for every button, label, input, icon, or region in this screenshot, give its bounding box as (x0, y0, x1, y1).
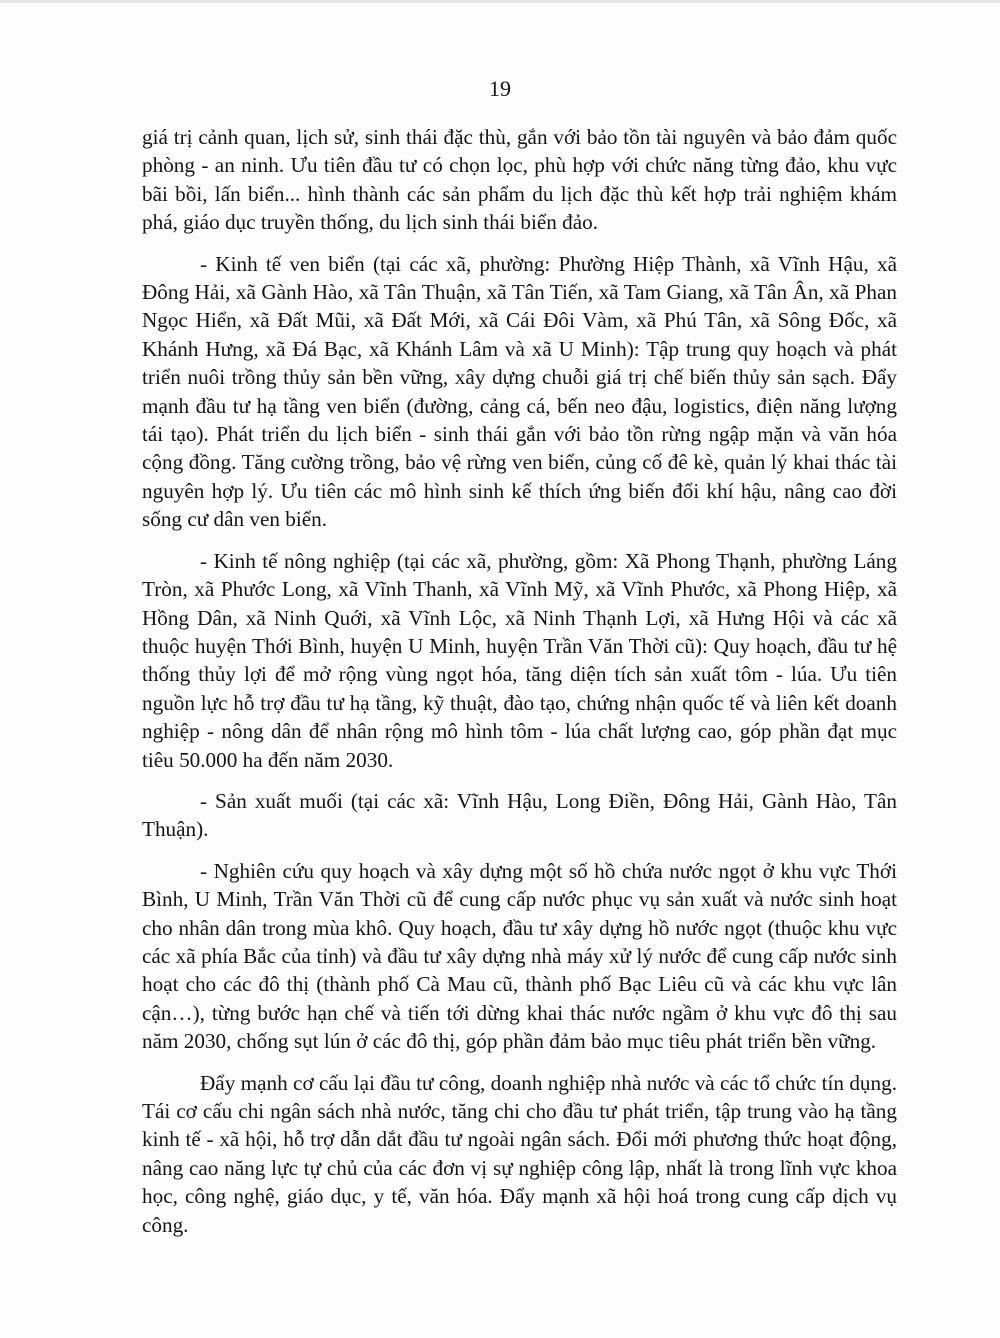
page-number: 19 (489, 76, 511, 101)
paragraph-agriculture-economy: - Kinh tế nông nghiệp (tại các xã, phường, gồm: Xã Phong Thạnh, phường Láng Tròn, xã Phước Long, xã Vĩnh Thanh, xã Vĩnh Mỹ, xã Vĩnh Phước, xã Phong Hiệp, xã Hồng Dân, xã Ninh Quới, xã Vĩnh Lộc, xã Ninh Thạnh Lợi, xã Hưng Hội và các xã thuộc huyện Thới Bình, huyện U Minh, huyện Trần Văn Thời cũ): Quy hoạch, đầu tư hệ thống thủy lợi để mở rộng vùng ngọt hóa, tăng diện tích sản xuất tôm - lúa. Ưu tiên nguồn lực hỗ trợ đầu tư hạ tầng, kỹ thuật, đào tạo, chứng nhận quốc tế và liên kết doanh nghiệp - nông dân để nhân rộng mô hình tôm - lúa chất lượng cao, góp phần đạt mục tiêu 50.000 ha đến năm 2030. (142, 548, 897, 772)
paragraph-freshwater-reservoirs: - Nghiên cứu quy hoạch và xây dựng một số hồ chứa nước ngọt ở khu vực Thới Bình, U Minh, Trần Văn Thời cũ để cung cấp nước phục vụ sản xuất và nước sinh hoạt cho nhân dân trong mùa khô. Quy hoạch, đầu tư xây dựng hồ nước ngọt (thuộc khu vực các xã phía Bắc của tỉnh) và đầu tư xây dựng nhà máy xử lý nước để cung cấp nước sinh hoạt cho các đô thị (thành phố Cà Mau cũ, thành phố Bạc Liêu cũ và các khu vực lân cận…), từng bước hạn chế và tiến tới dừng khai thác nước ngầm ở khu vực đô thị sau năm 2030, chống sụt lún ở các đô thị, góp phần đảm bảo mục tiêu phát triển bền vững. (142, 858, 897, 1054)
document-body (142, 123, 897, 1239)
scan-top-edge (0, 0, 1000, 3)
paragraph-coastal-economy: - Kinh tế ven biển (tại các xã, phường: Phường Hiệp Thành, xã Vĩnh Hậu, xã Đông Hải, xã Gành Hào, xã Tân Thuận, xã Tân Tiến, xã Tam Giang, xã Tân Ân, xã Phan Ngọc Hiển, xã Đất Mũi, xã Đất Mới, xã Cái Đôi Vàm, xã Phú Tân, xã Sông Đốc, xã Khánh Hưng, xã Đá Bạc, xã Khánh Lâm và xã U Minh): Tập trung quy hoạch và phát triển nuôi trồng thủy sản bền vững, xây dựng chuỗi giá trị chế biến thủy sản sạch. Đẩy mạnh đầu tư hạ tầng ven biển (đường, cảng cá, bến neo đậu, logistics, điện năng lượng tái tạo). Phát triển du lịch biển - sinh thái gắn với bảo tồn rừng ngập mặn và văn hóa cộng đồng. Tăng cường trồng, bảo vệ rừng ven biển, củng cố đê kè, quản lý khai thác tài nguyên hợp lý. Ưu tiên các mô hình sinh kế thích ứng biến đổi khí hậu, nâng cao đời sống cư dân ven biển. (142, 251, 897, 532)
paragraph-continuation: giá trị cảnh quan, lịch sử, sinh thái đặc thù, gắn với bảo tồn tài nguyên và bảo đảm quốc phòng - an ninh. Ưu tiên đầu tư có chọn lọc, phù hợp với chức năng từng đảo, khu vực bãi bồi, lấn biển... hình thành các sản phẩm du lịch đặc thù kết hợp trải nghiệm khám phá, giáo dục truyền thống, du lịch sinh thái biển đảo. (142, 125, 897, 235)
paragraph-salt-production: - Sản xuất muối (tại các xã: Vĩnh Hậu, Long Điền, Đông Hải, Gành Hào, Tân Thuận). (142, 788, 897, 842)
paragraph-public-investment: Đẩy mạnh cơ cấu lại đầu tư công, doanh nghiệp nhà nước và các tổ chức tín dụng. Tái cơ cấu chi ngân sách nhà nước, tăng chi cho đầu tư phát triển, tập trung vào hạ tầng kinh tế - xã hội, hỗ trợ dẫn dắt đầu tư ngoài ngân sách. Đổi mới phương thức hoạt động, nâng cao năng lực tự chủ của các đơn vị sự nghiệp công lập, nhất là trong lĩnh vực khoa học, công nghệ, giáo dục, y tế, văn hóa. Đẩy mạnh xã hội hoá trong cung cấp dịch vụ công. (142, 1070, 897, 1237)
